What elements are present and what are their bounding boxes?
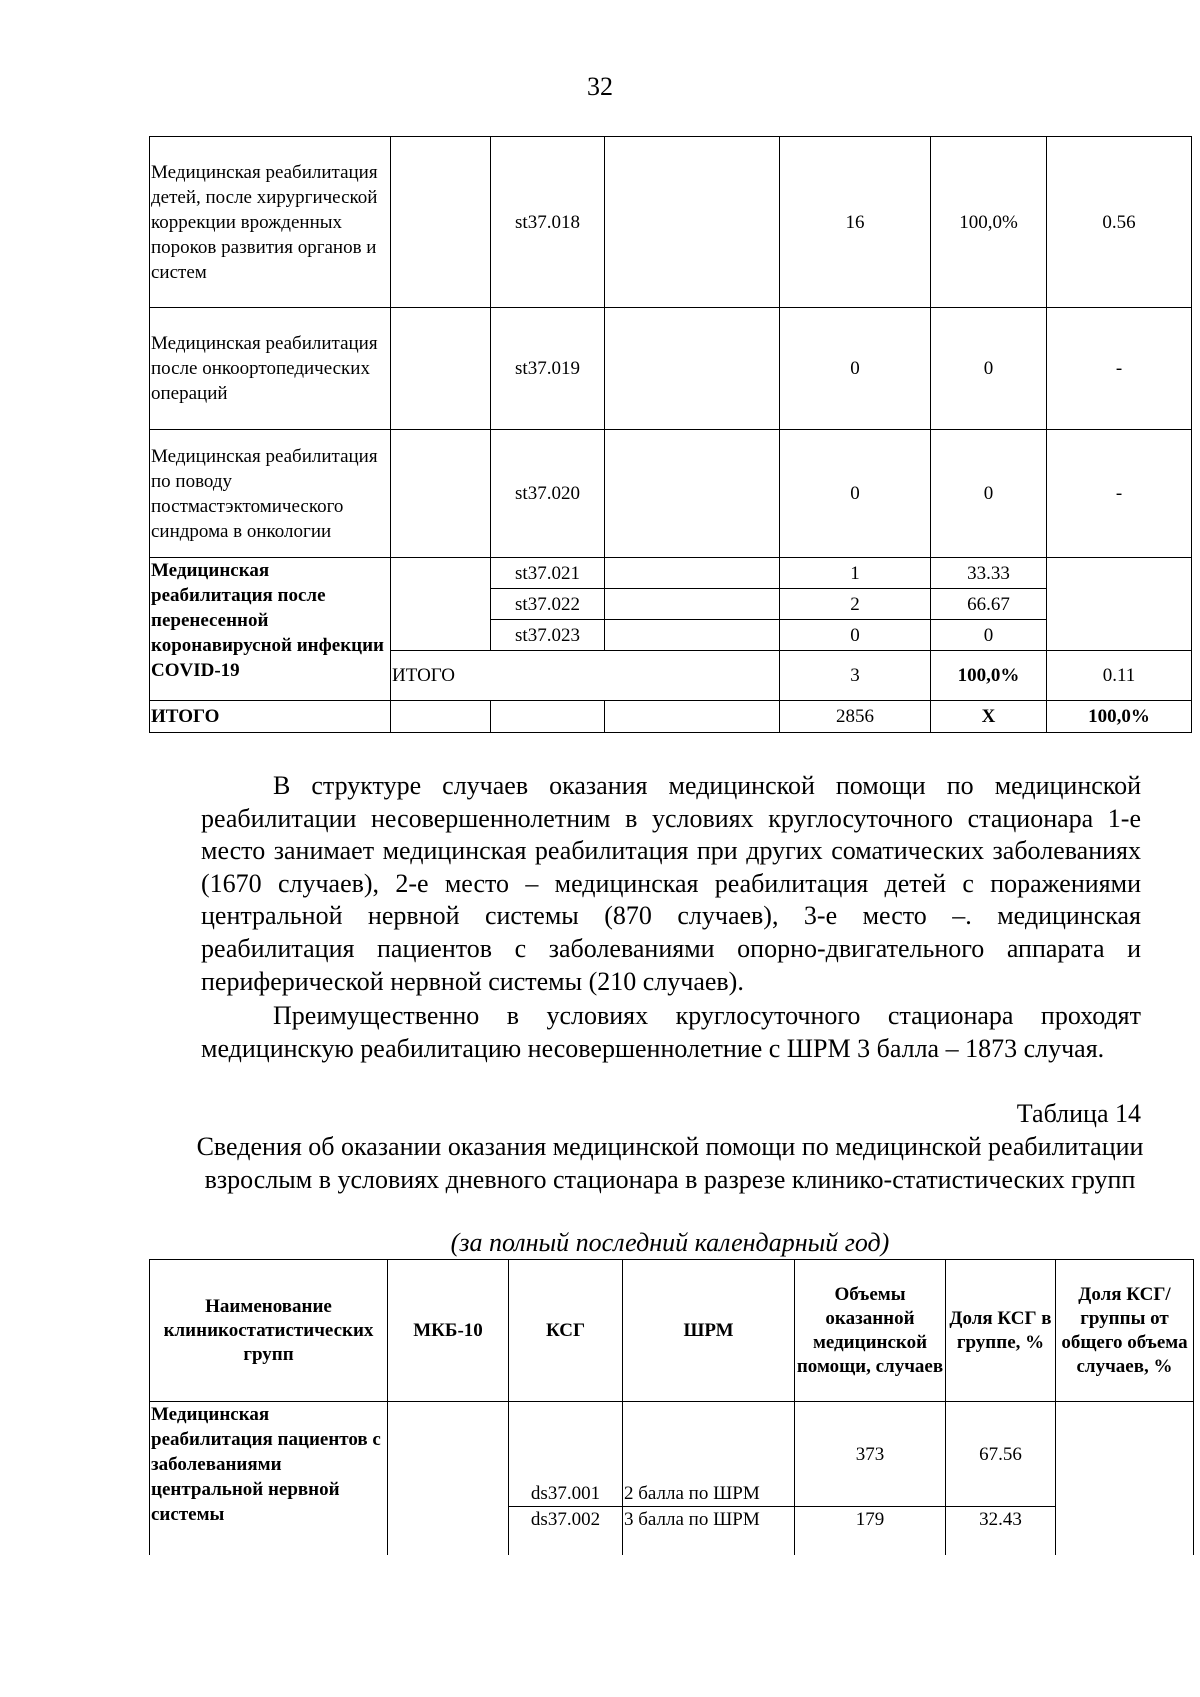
- table-caption: Таблица 14: [1016, 1099, 1141, 1128]
- shrm-cell: 2 балла по ШРМ: [623, 1402, 795, 1507]
- volume-cell: 373: [795, 1402, 946, 1507]
- group-name-cell: Медицинская реабилитация детей, после хирургической коррекции врожденных пороков развития органов и систем: [150, 137, 391, 308]
- column-header: Доля КСГ/группы от общего объема случаев, %: [1056, 1260, 1194, 1402]
- share-cell: 33.33: [931, 558, 1047, 589]
- share-cell: 66.67: [931, 589, 1047, 620]
- table-row: [150, 308, 1192, 430]
- table-row: [150, 137, 1192, 308]
- total-share-cell: -: [1047, 308, 1192, 430]
- table-row: [150, 430, 1192, 558]
- grand-total-label: ИТОГО: [150, 701, 391, 733]
- share-cell: 67.56: [946, 1402, 1056, 1507]
- subtotal-label: ИТОГО: [391, 651, 780, 701]
- table-2: [149, 1259, 1194, 1567]
- table-row: [150, 558, 1192, 589]
- total-share-cell: 100,0%: [1047, 701, 1192, 733]
- column-header: ШРМ: [623, 1260, 795, 1402]
- column-header: Доля КСГ в группе, %: [946, 1260, 1056, 1402]
- volume-cell: 2856: [780, 701, 931, 733]
- table-header-row: [150, 1260, 1194, 1402]
- volume-cell: 0: [780, 308, 931, 430]
- page-bottom-margin: [0, 1555, 1200, 1697]
- share-cell: 100,0%: [931, 651, 1047, 701]
- share-cell: 0: [931, 308, 1047, 430]
- volume-cell: 2: [780, 589, 931, 620]
- column-header: КСГ: [509, 1260, 623, 1402]
- volume-cell: 1: [780, 558, 931, 589]
- table-row: [150, 1402, 1194, 1507]
- column-header: Наименование клиникостатистических групп: [150, 1260, 388, 1402]
- volume-cell: 16: [780, 137, 931, 308]
- group-name-cell: Медицинская реабилитация после онкоортопедических операций: [150, 308, 391, 430]
- column-header: МКБ-10: [388, 1260, 509, 1402]
- ksg-cell: st37.019: [491, 308, 605, 430]
- volume-cell: 0: [780, 620, 931, 651]
- ksg-cell: st37.020: [491, 430, 605, 558]
- share-cell: 0: [931, 620, 1047, 651]
- page-number: 32: [587, 72, 613, 101]
- group-name-cell: Медицинская реабилитация пациентов с заболеваниями центральной нервной системы: [150, 1402, 388, 1567]
- paragraph: В структуре случаев оказания медицинской помощи по медицинской реабилитации несовершеннолетним в условиях круглосуточного стационара 1-е место занимает медицинская реабилитация при других соматических заболеваниях (1670 случаев), 2-е место – медицинская реабилитация детей с поражениями центральной нервной системы (870 случаев), 3-е место –. медицинская реабилитация пациентов с заболеваниями опорно-двигательного аппарата и периферической нервной системы (210 случаев).: [201, 771, 1141, 996]
- ksg-cell: st37.021: [491, 558, 605, 589]
- ksg-cell: st37.022: [491, 589, 605, 620]
- ksg-cell: st37.018: [491, 137, 605, 308]
- table-title: Сведения об оказании оказания медицинской помощи по медицинской реабилитации взрослым в условиях дневного стационара в разрезе клинико-статистических групп: [196, 1132, 1144, 1194]
- paragraph: Преимущественно в условиях круглосуточного стационара проходят медицинскую реабилитацию несовершеннолетние с ШРМ 3 балла – 1873 случая.: [201, 1001, 1141, 1063]
- ksg-cell: ds37.002: [509, 1507, 623, 1567]
- group-name-cell: Медицинская реабилитация после перенесенной коронавирусной инфекции COVID-19: [150, 558, 391, 701]
- share-cell: 0: [931, 430, 1047, 558]
- shrm-cell: 3 балла по ШРМ: [623, 1507, 795, 1567]
- volume-cell: 0: [780, 430, 931, 558]
- ksg-cell: st37.023: [491, 620, 605, 651]
- table-row: [150, 701, 1192, 733]
- total-share-cell: -: [1047, 430, 1192, 558]
- volume-cell: 179: [795, 1507, 946, 1567]
- table-1: [149, 136, 1192, 733]
- column-header: Объемы оказанной медицинской помощи, случаев: [795, 1260, 946, 1402]
- total-share-cell: 0.11: [1047, 651, 1192, 701]
- volume-cell: 3: [780, 651, 931, 701]
- group-name-cell: Медицинская реабилитация по поводу постмастэктомического синдрома в онкологии: [150, 430, 391, 558]
- table-subtitle: (за полный последний календарный год): [450, 1228, 890, 1257]
- share-cell: 100,0%: [931, 137, 1047, 308]
- total-share-cell: 0.56: [1047, 137, 1192, 308]
- share-cell: 32.43: [946, 1507, 1056, 1567]
- share-cell: Х: [931, 701, 1047, 733]
- ksg-cell: ds37.001: [509, 1402, 623, 1507]
